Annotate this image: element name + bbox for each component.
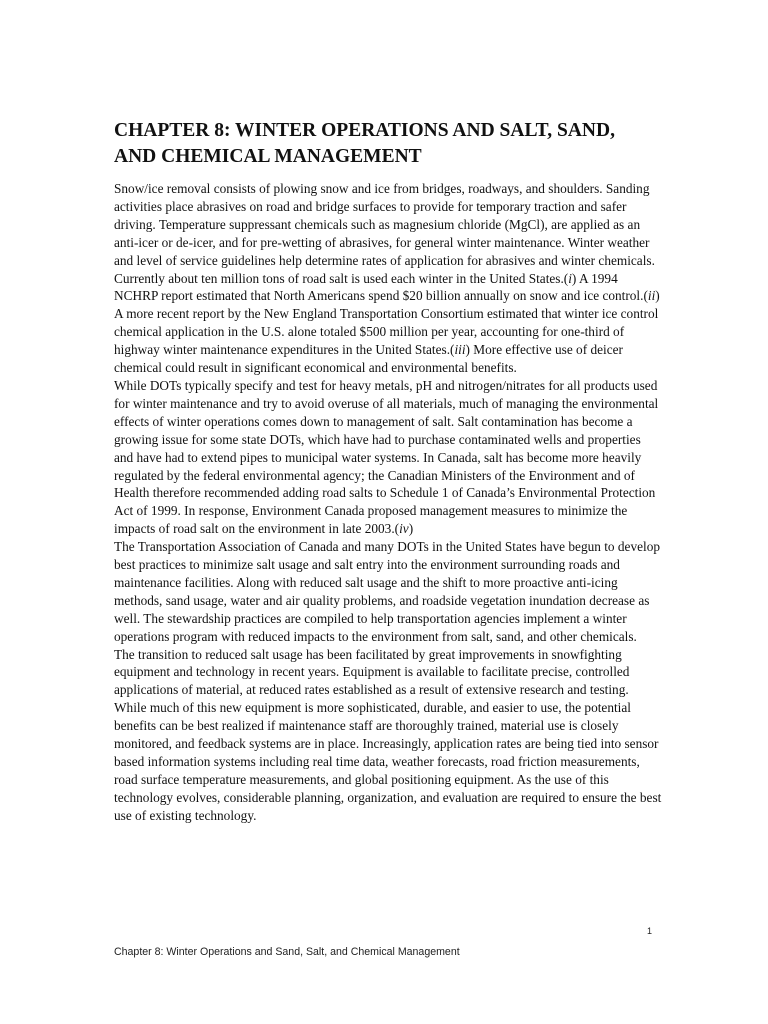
chapter-title-line-1: CHAPTER 8: WINTER OPERATIONS AND SALT, SAND, — [114, 120, 615, 141]
citation-i: i — [568, 270, 572, 286]
chapter-title-line-2: AND CHEMICAL MANAGEMENT — [114, 146, 422, 167]
page-number: 1 — [647, 926, 653, 936]
citation-ii: ii — [647, 288, 656, 304]
paragraph-1-text-d: ) More effective use of deicer chemical could result in significant economical and environmental benefits. — [114, 342, 623, 376]
paragraph-2-text-b: ) — [408, 521, 414, 537]
paragraph-1-text-a: Snow/ice removal consists of plowing snow and ice from bridges, roadways, and shoulders. Sanding activities place abrasives on road and bridge surfaces to provide for temporary traction and safer driving. Temperature suppressant chemicals such as magnesium chloride (MgCl), are applied as an anti-icer or de-icer, and for pre-wetting of abrasives, for general winter maintenance. Winter weather and level of service guidelines help determine rates of application for abrasives and winter chemicals. Currently about ten million tons of road salt is used each winter in the United States.( — [114, 181, 655, 286]
paragraph-2 — [114, 377, 662, 538]
body-text — [114, 180, 662, 825]
paragraph-1-text-b: ) A 1994 NCHRP report estimated that North Americans spend $20 billion annually on snow and ice control.( — [114, 270, 648, 304]
paragraph-2-text-a: While DOTs typically specify and test for heavy metals, pH and nitrogen/nitrates for all products used for winter maintenance and try to avoid overuse of all materials, much of managing the environmental effects of winter operations comes down to management of salt. Salt contamination has become a growing issue for some state DOTs, which have had to purchase contaminated wells and properties and have had to extend pipes to municipal water systems. In Canada, salt has become more heavily regulated by the federal environmental agency; the Canadian Ministers of the Environment and of Health therefore recommended adding road salts to Schedule 1 of Canada’s Environmental Protection Act of 1999. In response, Environment Canada proposed management measures to minimize the impacts of road salt on the environment in late 2003.( — [114, 377, 659, 537]
paragraph-3: The Transportation Association of Canada and many DOTs in the United States have begun to develop best practices to minimize salt usage and salt entry into the environment surrounding roads and maintenance facilities. Along with reduced salt usage and the shift to more proactive anti-icing methods, sand usage, water and air quality problems, and roadside vegetation inundation decrease as well. The stewardship practices are compiled to help transportation agencies implement a winter operations program with reduced impacts to the environment from salt, sand, and other chemicals. — [114, 539, 660, 644]
paragraph-4: The transition to reduced salt usage has been facilitated by great improvements in snowfighting equipment and technology in recent years. Equipment is available to facilitate precise, controlled applications of material, at reduced rates established as a result of extensive research and testing. While much of this new equipment is more sophisticated, durable, and easier to use, the potential benefits can be best realized if maintenance staff are thoroughly trained, material use is closely monitored, and feedback systems are in place. Increasingly, application rates are being tied into sensor based information systems including real time data, weather forecasts, road friction measurements, road surface temperature measurements, and global positioning equipment. As the use of this technology evolves, considerable planning, organization, and evaluation are required to ensure the best use of existing technology. — [114, 646, 662, 823]
page-footer: Chapter 8: Winter Operations and Sand, Salt, and Chemical Management — [114, 946, 460, 958]
paragraph-1 — [114, 180, 662, 377]
chapter-title — [114, 118, 674, 170]
citation-iv: iv — [399, 521, 409, 537]
citation-iii: iii — [454, 342, 466, 358]
paragraph-1-text-c: ) A more recent report by the New England Transportation Consortium estimated that winter ice control chemical application in the U.S. alone totaled $500 million per year, accounting for one-third of highway winter maintenance expenditures in the United States.( — [114, 288, 660, 358]
